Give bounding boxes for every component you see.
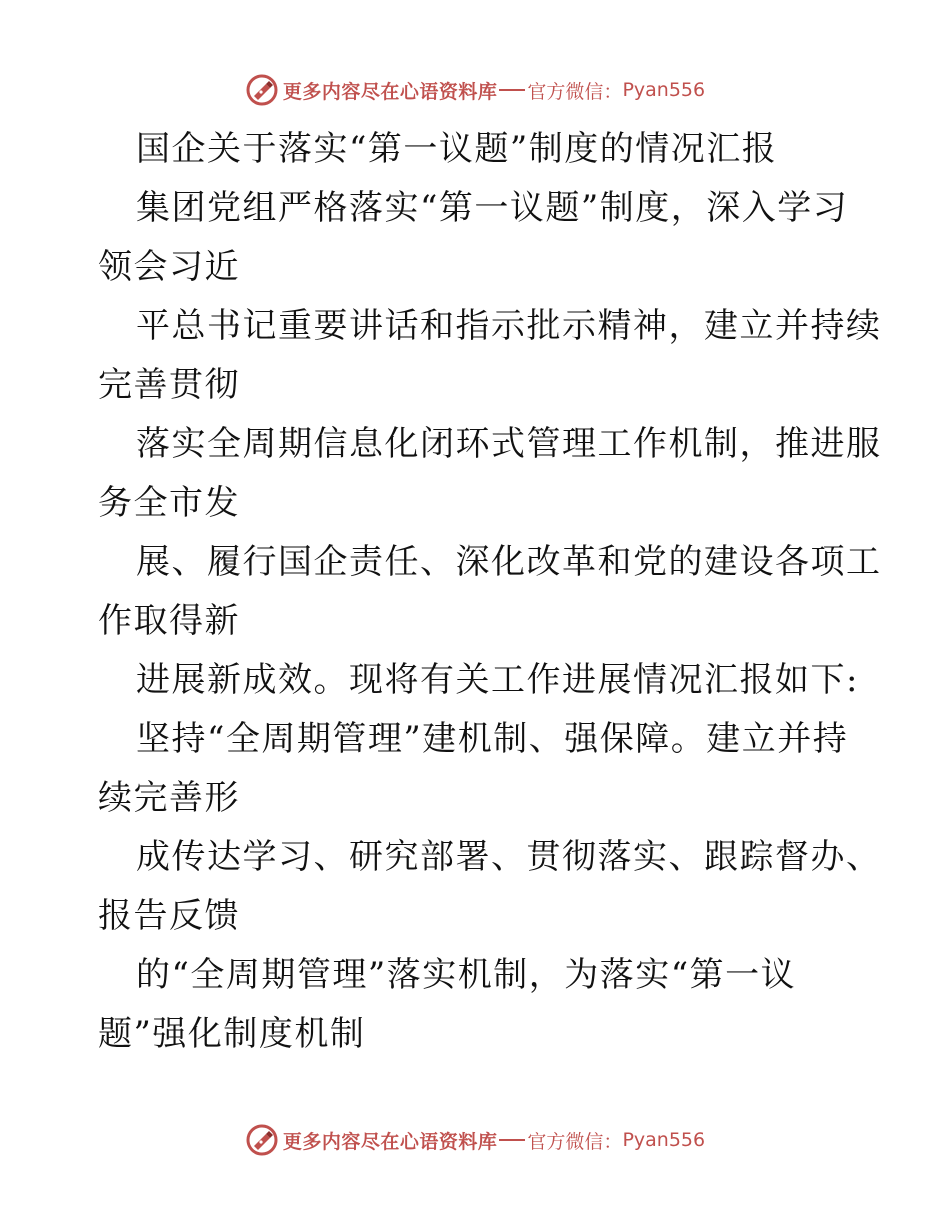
document-title: 国企关于落实“第一议题”制度的情况汇报 [136, 129, 778, 169]
paragraph-line: 展、履行国企责任、深化改革和党的建设各项工 [136, 542, 882, 582]
document-body [98, 120, 882, 1064]
paragraph-line: 领会习近 [98, 247, 240, 287]
paragraph-line: 落实全周期信息化闭环式管理工作机制，推进服 [136, 424, 882, 464]
pen-logo-icon [245, 73, 279, 107]
banner-title: 更多内容尽在心语资料库 [282, 80, 498, 103]
pen-logo-icon [245, 1123, 279, 1157]
paragraph-line: 题”强化制度机制 [98, 1014, 366, 1054]
banner-wechat-id: Pyan556 [622, 1129, 706, 1151]
banner-dash [499, 1139, 525, 1141]
paragraph-line: 成传达学习、研究部署、贯彻落实、跟踪督办、 [136, 837, 882, 877]
banner-title: 更多内容尽在心语资料库 [282, 1130, 498, 1153]
paragraph-line: 坚持“全周期管理”建机制、强保障。建立并持 [136, 719, 849, 759]
paragraph-line: 进展新成效。现将有关工作进展情况汇报如下: [136, 660, 859, 700]
banner-dash [499, 89, 525, 91]
paragraph-line: 作取得新 [98, 601, 240, 641]
paragraph-line: 的“全周期管理”落实机制，为落实“第一议 [136, 955, 797, 995]
paragraph-line: 续完善形 [98, 778, 240, 818]
footer-banner [0, 1120, 950, 1160]
banner-wechat-label: 官方微信： [527, 1130, 623, 1153]
banner-wechat-label: 官方微信： [527, 80, 623, 103]
paragraph-line: 平总书记重要讲话和指示批示精神，建立并持续 [136, 306, 882, 346]
paragraph-line: 报告反馈 [98, 896, 240, 936]
paragraph-line: 集团党组严格落实“第一议题”制度，深入学习 [136, 188, 849, 228]
paragraph-line: 务全市发 [98, 483, 240, 523]
banner-wechat-id: Pyan556 [622, 79, 706, 101]
paragraph-line: 完善贯彻 [98, 365, 240, 405]
header-banner [0, 70, 950, 110]
